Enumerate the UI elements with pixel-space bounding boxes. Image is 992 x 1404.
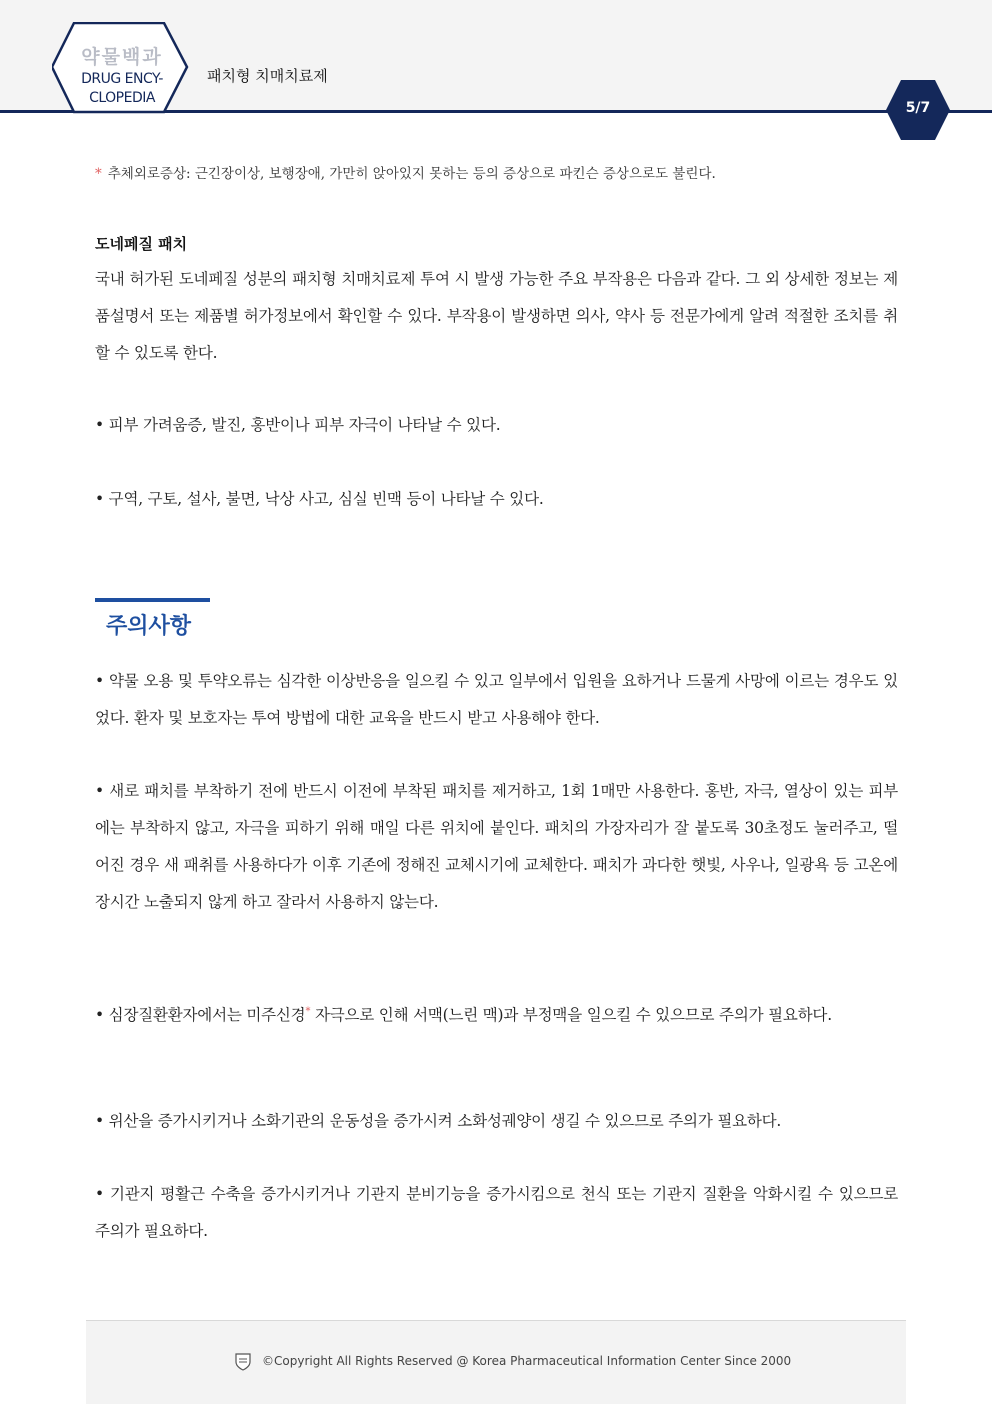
precaution-item-2: • 새로 패치를 부착하기 전에 반드시 이전에 부착된 패치를 제거하고, 1회 1매만 사용한다. 홍반, 자극, 열상이 있는 피부에는 부착하지 않고, 자극을 피하기 위해 매일 다른 위치에 붙인다. 패치의 가장자리가 잘 붙도록 30초정도 눌러주고, 떨어진 경우 새 패취를 사용하다가 이후 기존에 정해진 교체시기에 교체한다. 패치가 과다한 햇빛, 사우나, 일광욕 등 고온에 장시간 노출되지 않게 하고 잘라서 사용하지 않는다. (95, 782, 898, 911)
donepezil-bullet-1: • 피부 가려움증, 발진, 홍반이나 피부 자극이 나타날 수 있다. (95, 416, 501, 434)
donepezil-intro: 국내 허가된 도네페질 성분의 패치형 치매치료제 투여 시 발생 가능한 주요 부작용은 다음과 같다. 그 외 상세한 정보는 제품설명서 또는 제품별 허가정보에서 확인할 수 있다. 부작용이 발생하면 의사, 약사 등 전문가에게 알려 적절한 조치를 취할 수 있도록 한다. (95, 270, 898, 362)
footnote (95, 162, 898, 182)
donepezil-bullet-2: • 구역, 구토, 설사, 불면, 낙상 사고, 심실 빈맥 등이 나타날 수 있다. (95, 490, 544, 508)
footnote-text: 추체외로증상: 근긴장이상, 보행장애, 가만히 앉아있지 못하는 등의 증상으로 파킨슨 증상으로도 불린다. (107, 166, 716, 182)
document-title: 패치형 치매치료제 (207, 67, 328, 85)
shield-crest-icon (235, 1353, 251, 1371)
logo-korean-text: 약물백과 (81, 46, 163, 68)
logo-english-line2: CLOPEDIA (89, 90, 155, 106)
precaution-item-3-part-a: • 심장질환환자에서는 미주신경 (95, 1006, 306, 1025)
footnote-marker: * (95, 166, 102, 182)
precaution-item-1: • 약물 오용 및 투약오류는 심각한 이상반응을 일으킬 수 있고 일부에서 입원을 요하거나 드물게 사망에 이르는 경우도 있었다. 환자 및 보호자는 투여 방법에 대한 교육을 반드시 받고 사용해야 한다. (95, 672, 898, 727)
precaution-item-4: • 위산을 증가시키거나 소화기관의 운동성을 증가시켜 소화성궤양이 생길 수 있으므로 주의가 필요하다. (95, 1112, 782, 1130)
page-number: 5/7 (905, 100, 931, 116)
section-accent-bar (95, 598, 210, 602)
footnote-reference: * (305, 1006, 311, 1017)
precaution-item-3-part-b: 자극으로 인해 서맥(느린 맥)과 부정맥을 일으킬 수 있으므로 주의가 필요하다. (310, 1006, 832, 1025)
precaution-item-3 (95, 993, 898, 1034)
copyright-text: ©Copyright All Rights Reserved @ Korea Pharmaceutical Information Center Since 2000 (262, 1354, 792, 1368)
donepezil-heading: 도네페질 패치 (95, 235, 188, 253)
precaution-item-5: • 기관지 평활근 수축을 증가시키거나 기관지 분비기능을 증가시킴으로 천식 또는 기관지 질환을 악화시킬 수 있으므로 주의가 필요하다. (95, 1185, 898, 1240)
precautions-heading: 주의사항 (106, 614, 192, 639)
logo-english-line1: DRUG ENCY- (81, 71, 163, 87)
logo-english-text (52, 70, 192, 108)
